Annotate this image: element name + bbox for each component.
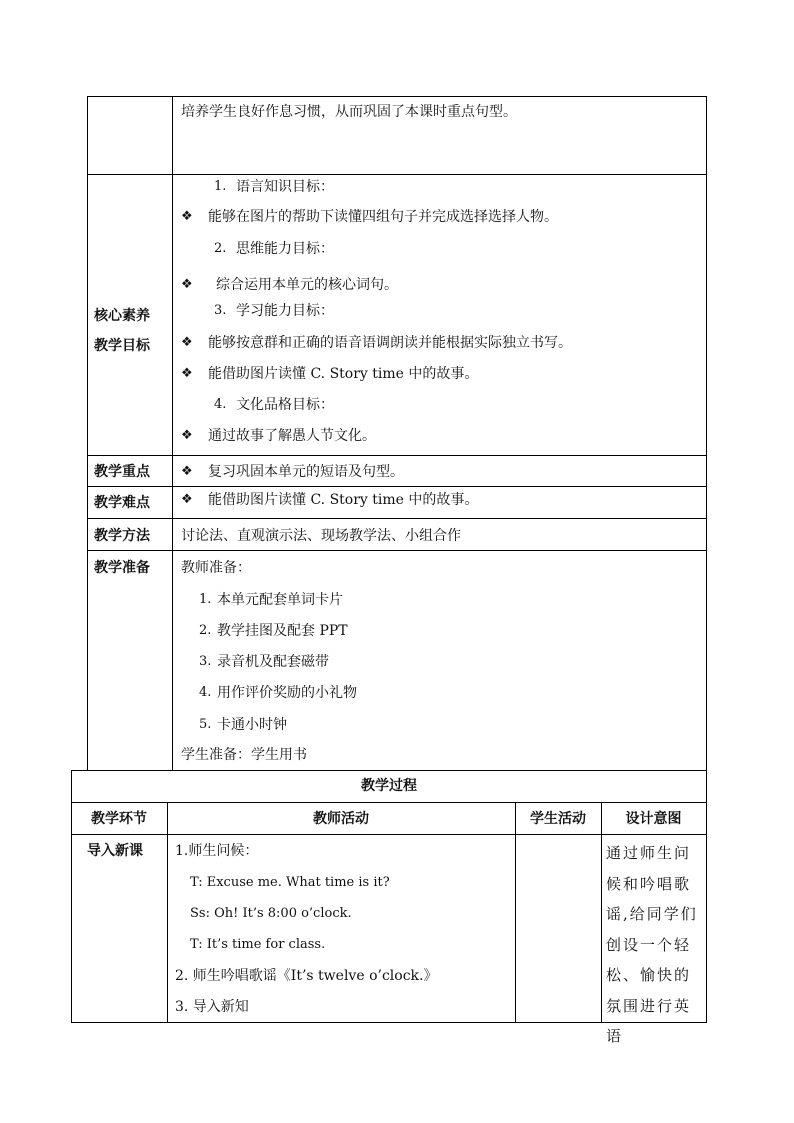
prep-item-num: 4. [199, 685, 212, 700]
table-border [87, 455, 707, 456]
stage-cell: 导入新课 [87, 843, 143, 859]
header-teacher-activity: 教师活动 [313, 811, 369, 827]
objective-item: 能够在图片的帮助下读懂四组句子并完成选择选择人物。 [208, 209, 558, 225]
teacher-line: Ss: Oh! It’s 8:00 o’clock. [190, 906, 352, 921]
table-border [167, 802, 168, 1022]
objective-marker: 4. [214, 397, 227, 412]
prep-item-num: 2. [199, 623, 212, 638]
prep-item: 用作评价奖励的小礼物 [217, 685, 357, 701]
core-label-line1: 核心素养 [94, 308, 150, 324]
table-border [87, 550, 707, 551]
core-label-line2: 教学目标 [94, 338, 150, 354]
prep-item-num: 1. [199, 592, 212, 607]
prep-item-num: 3. [199, 654, 212, 669]
teacher-line: T: Excuse me. What time is it? [190, 875, 390, 890]
table-border [172, 96, 173, 770]
table-border [706, 96, 707, 770]
prep-item: 卡通小时钟 [217, 717, 287, 733]
objective-item: 能借助图片读懂 C. Story time 中的故事。 [208, 366, 479, 382]
header-stage: 教学环节 [91, 811, 147, 827]
teacher-line: T: It’s time for class. [190, 937, 326, 952]
table-border [706, 770, 707, 1022]
methods-text: 讨论法、直观演示法、现场教学法、小组合作 [181, 528, 461, 544]
teacher-line: 2. 师生吟唱歌谣《It’s twelve o’clock.》 [175, 968, 438, 984]
table-border [71, 770, 707, 771]
objective-marker: 3. [214, 303, 227, 318]
objective-heading: 语言知识目标： [236, 179, 334, 195]
teacher-prep-heading: 教师准备： [181, 560, 251, 576]
table-border [87, 96, 707, 97]
table-border [71, 770, 72, 1022]
table-border [87, 96, 88, 770]
difficulties-label: 教学难点 [94, 495, 150, 511]
diamond-bullet-icon: ❖ [181, 277, 193, 292]
header-student-activity: 学生活动 [530, 811, 586, 827]
teacher-line: 3. 导入新知 [175, 999, 249, 1015]
methods-label: 教学方法 [94, 528, 150, 544]
design-intent-cell: 通过师生问候和吟唱歌谣,给同学们创设一个轻松、愉快的氛围进行英语 [606, 844, 698, 1045]
table-border [601, 802, 602, 1022]
table-border [515, 802, 516, 1022]
key-points-label: 教学重点 [94, 464, 150, 480]
objective-marker: 2. [214, 241, 227, 256]
objective-heading: 文化品格目标： [236, 397, 334, 413]
difficulties-text: 能借助图片读懂 C. Story time 中的故事。 [208, 492, 479, 508]
diamond-bullet-icon: ❖ [181, 366, 193, 381]
diamond-bullet-icon: ❖ [181, 428, 193, 443]
prep-item: 本单元配套单词卡片 [217, 592, 343, 608]
objective-item: 综合运用本单元的核心词句。 [216, 277, 398, 293]
objective-heading: 学习能力目标： [236, 303, 334, 319]
diamond-bullet-icon: ❖ [181, 464, 193, 479]
key-points-text: 复习巩固本单元的短语及句型。 [208, 464, 404, 480]
objective-marker: 1. [214, 179, 227, 194]
objective-item: 能够按意群和正确的语音语调朗读并能根据实际独立书写。 [208, 335, 572, 351]
intro-text: 培养学生良好作息习惯，从而巩固了本课时重点句型。 [181, 104, 517, 120]
teacher-line: 1.师生问候： [175, 843, 259, 859]
table-border [87, 486, 707, 487]
objective-heading: 思维能力目标： [236, 241, 334, 257]
prep-item-num: 5. [199, 717, 212, 732]
objective-item: 通过故事了解愚人节文化。 [208, 428, 376, 444]
table-border [87, 174, 707, 175]
student-prep-line: 学生准备：学生用书 [181, 747, 307, 763]
table-border [87, 518, 707, 519]
header-design-intent: 设计意图 [625, 811, 682, 827]
diamond-bullet-icon: ❖ [181, 335, 193, 350]
preparation-label: 教学准备 [94, 560, 150, 576]
prep-item: 录音机及配套磁带 [217, 654, 329, 670]
diamond-bullet-icon: ❖ [181, 492, 193, 507]
diamond-bullet-icon: ❖ [181, 209, 193, 224]
prep-item: 教学挂图及配套 PPT [217, 623, 348, 639]
process-title: 教学过程 [361, 778, 417, 794]
